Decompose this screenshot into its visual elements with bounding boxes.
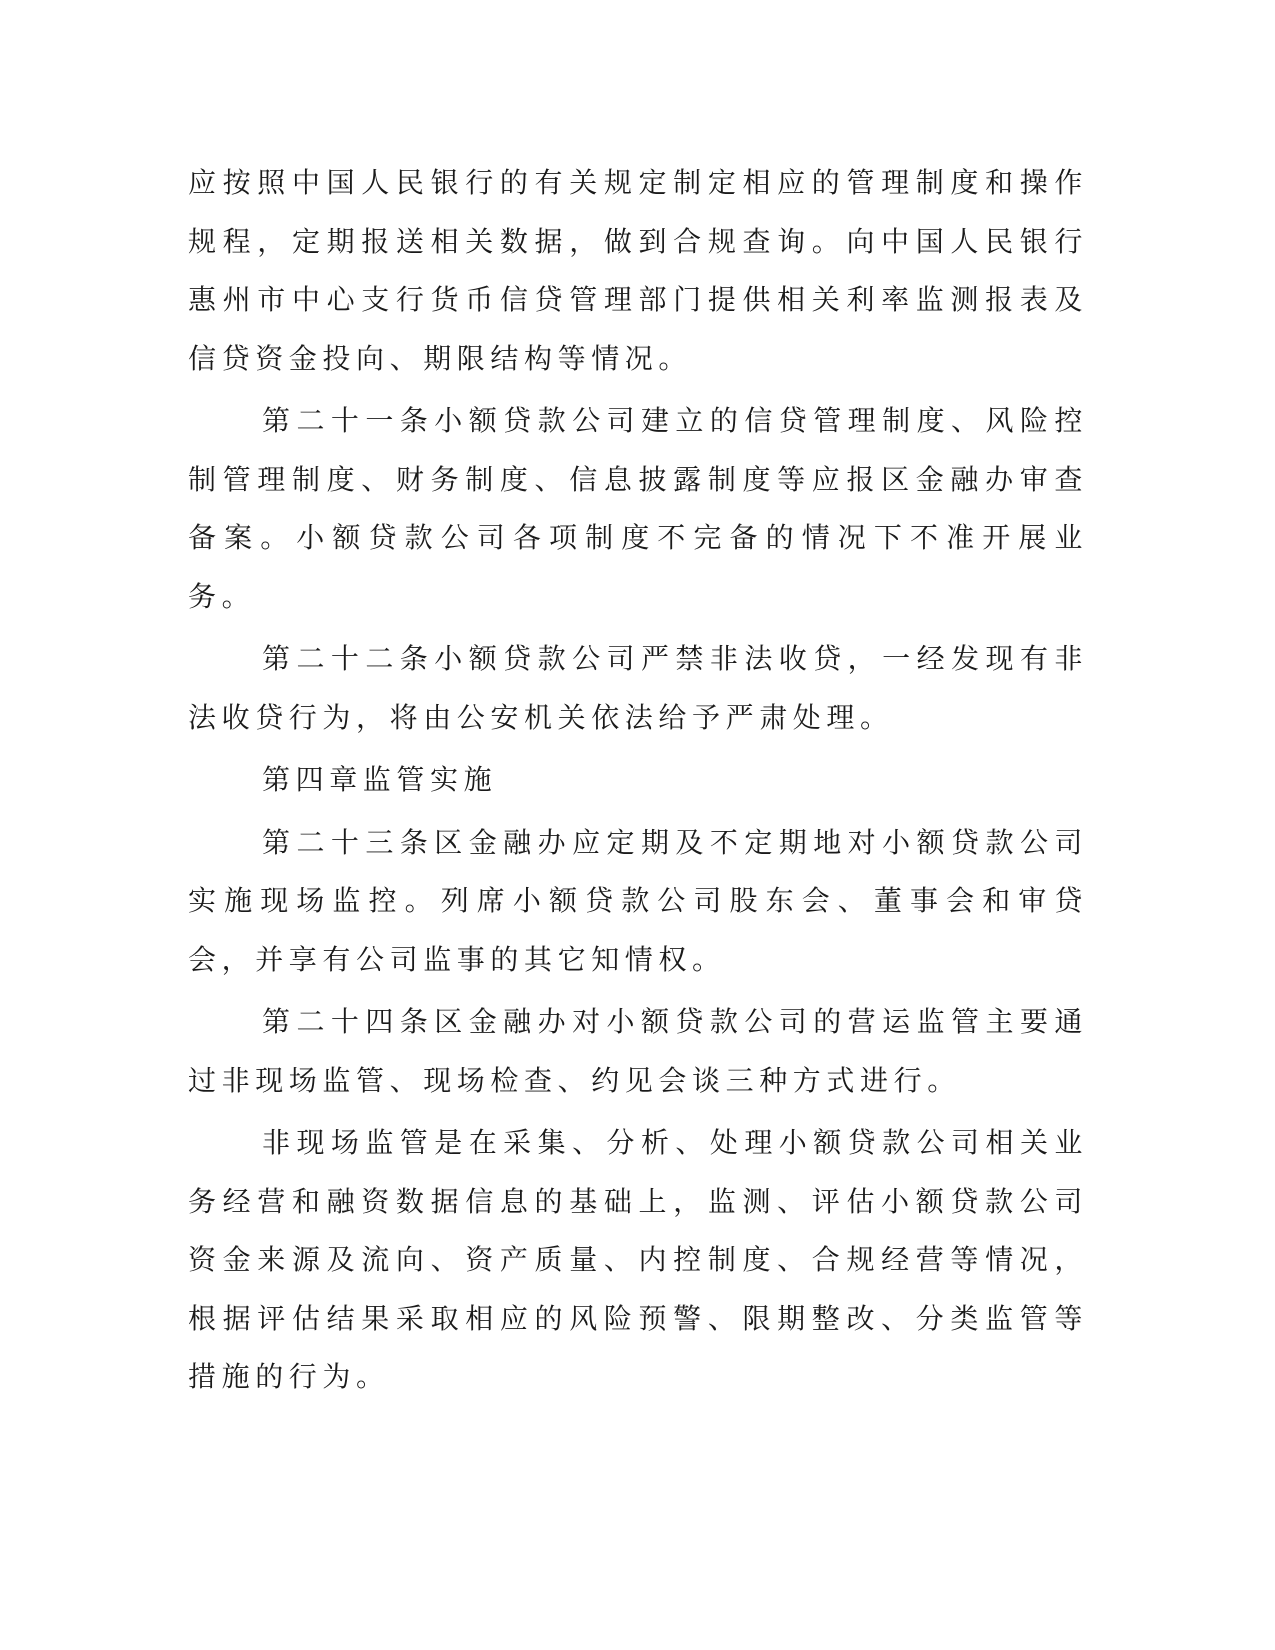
paragraph-article-22: 第二十二条小额贷款公司严禁非法收贷，一经发现有非法收贷行为，将由公安机关依法给予严肃处理。 [188, 642, 1088, 734]
document-body [188, 154, 1088, 1407]
paragraph-article-24: 第二十四条区金融办对小额贷款公司的营运监管主要通过非现场监管、现场检查、约见会谈三种方式进行。 [188, 1005, 1088, 1097]
chapter-heading: 第四章监管实施 [262, 763, 498, 796]
paragraph-offsite-supervision: 非现场监管是在采集、分析、处理小额贷款公司相关业务经营和融资数据信息的基础上，监测、评估小额贷款公司资金来源及流向、资产质量、内控制度、合规经营等情况，根据评估结果采取相应的风险预警、限期整改、分类监管等措施的行为。 [188, 1126, 1088, 1393]
paragraph-article-21: 第二十一条小额贷款公司建立的信贷管理制度、风险控制管理制度、财务制度、信息披露制度等应报区金融办审查备案。小额贷款公司各项制度不完备的情况下不准开展业务。 [188, 404, 1088, 613]
paragraph-continuation: 应按照中国人民银行的有关规定制定相应的管理制度和操作规程，定期报送相关数据，做到合规查询。向中国人民银行惠州市中心支行货币信贷管理部门提供相关利率监测报表及信贷资金投向、期限结构等情况。 [188, 166, 1088, 375]
paragraph-article-23: 第二十三条区金融办应定期及不定期地对小额贷款公司实施现场监控。列席小额贷款公司股东会、董事会和审贷会，并享有公司监事的其它知情权。 [188, 825, 1088, 976]
